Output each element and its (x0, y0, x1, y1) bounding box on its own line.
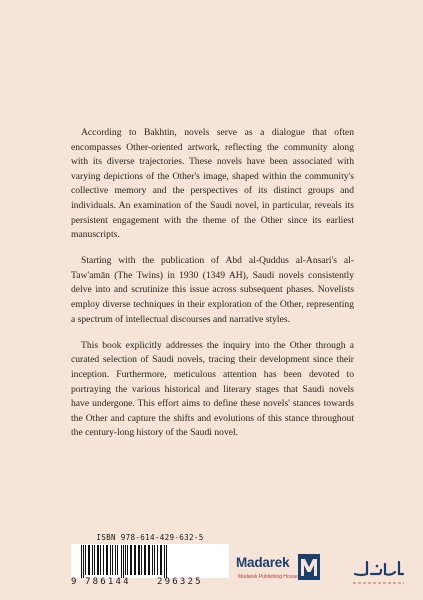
barcode-bar (154, 545, 155, 575)
blurb-paragraph-3: This book explicitly addresses the inquiry into the Other through a curated selection of Saudi novels, tracing their development since their inception. Furthermore, meticulous attention has been devoted to portraying the various historical and literary stages that Saudi novels have undergone. This effort aims to define these novels' stances towards the Other and capture the shifts and evolutions of this stance throughout the century-long history of the Saudi novel. (71, 339, 354, 439)
blurb-paragraph-2: Starting with the publication of Abd al-Quddus al-Ansari's al-Taw'amān (The Twins) in 1930 (1349 AH), Saudi novels consistently delve into and scrutinize this issue across subsequent phases. Novelists employ diverse techniques in their exploration of the Other, representing a spectrum of intellectual discourses and narrative styles. (71, 255, 354, 325)
barcode-bar (83, 545, 84, 578)
isbn-label: ISBN 978-614-429-632-5 (96, 533, 204, 542)
barcode-bar (160, 545, 162, 575)
barcode-bar (125, 545, 126, 575)
barcode-bar (117, 545, 118, 575)
barcode-bar (121, 545, 122, 578)
barcode-bar (85, 545, 86, 575)
publisher-logo (233, 552, 351, 592)
barcode-bar (152, 545, 153, 575)
barcode-bar (130, 545, 132, 575)
barcode-group-1: 786144 (85, 577, 131, 587)
barcode-bar (110, 545, 111, 575)
barcode-bar (123, 545, 124, 578)
barcode-bar (100, 545, 101, 575)
barcode-bar (97, 545, 99, 575)
barcode-bar (127, 545, 128, 575)
barcode-bar (112, 545, 113, 575)
barcode-bar (148, 545, 150, 575)
barcode-bar (157, 545, 158, 575)
barcode-icon (71, 544, 229, 578)
blurb-paragraph-1: According to Bakhtin, novels serve as a dialogue that often encompasses Other-oriented artwork, reflecting the community along with its diverse trajectories. These novels have been associated with varying depictions of the Other's image, shaped within the community's collective memory and the perspectives of its distinct groups and individuals. An examination of the Saudi novel, in particular, reveals its persistent engagement with the theme of the Other since its earliest manuscripts. (71, 127, 354, 241)
barcode-group-2: 296325 (157, 577, 203, 587)
blurb-text (71, 126, 354, 452)
barcode-bar (94, 545, 95, 575)
barcode-bar (88, 545, 90, 575)
barcode-bar (115, 545, 116, 575)
barcode-bar (92, 545, 93, 575)
madarek-m-logo-icon (298, 554, 320, 580)
publisher-name: Madarek (236, 555, 290, 570)
madarek-arabic-wordmark-icon (351, 552, 406, 592)
barcode-bar (164, 545, 165, 578)
barcode-bar (144, 545, 146, 575)
isbn-barcode (71, 533, 229, 588)
barcode-bar (81, 545, 82, 578)
barcode-bar (141, 545, 142, 575)
barcode-bar (138, 545, 140, 575)
barcode-lead-digit: 9 (71, 577, 77, 587)
barcode-bar (166, 545, 167, 578)
barcode-bar (134, 545, 136, 575)
barcode-bar (103, 545, 104, 575)
publisher-subtitle: Madarek Publishing House (238, 574, 298, 580)
barcode-bar (106, 545, 108, 575)
